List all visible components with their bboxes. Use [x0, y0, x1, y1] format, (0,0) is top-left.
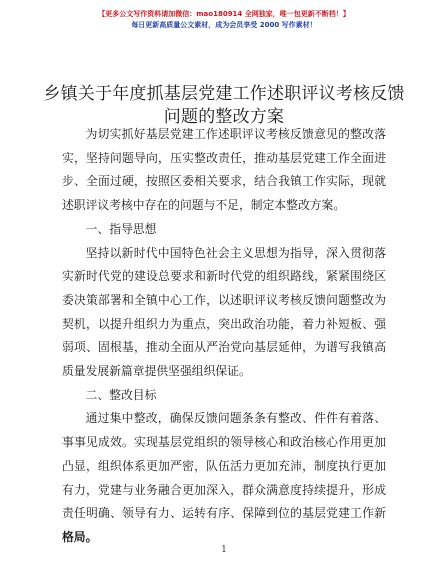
intro-paragraph: 为切实抓好基层党建工作述职评议考核反馈意见的整改落实，坚持问题导向，压实整改责任，推动基层党建工作全面进步、全面过硬，按照区委相关要求，结合我镇工作实际，现就述职评议考核中存在的问题与不足，制定本整改方案。 — [62, 127, 386, 213]
section-2-heading: 二、整改目标 — [85, 387, 157, 402]
promo-line-1: 【更多公文写作资料请加微信：mao180914 全网独家，唯一包更新不断档！】 — [98, 10, 350, 18]
page-number: 1 — [221, 545, 227, 555]
promo-banner — [0, 9, 448, 31]
section-2-paragraph — [62, 407, 386, 549]
document-body — [62, 123, 386, 550]
section-1-paragraph: 坚持以新时代中国特色社会主义思想为指导，深入贯彻落实新时代党的建设总要求和新时代党的组织路线，紧紧围绕区委决策部署和全镇中心工作，以述职评议考核反馈问题整改为契机，以提升组织力为重点，突出政治功能，着力补短板、强弱项、固根基，推动全面从严治党向基层延伸，为谱写我镇高质量发展新篇章提供坚强组织保证。 — [62, 245, 386, 379]
section-1-heading: 一、指导思想 — [85, 221, 157, 236]
section-2-text-end: 格局。 — [62, 529, 98, 544]
document-title: 乡镇关于年度抓基层党建工作述职评议考核反馈问题的整改方案 — [43, 84, 405, 127]
promo-line-2: 每日更新高质量公文素材，成为会员享受 2000 写作素材！ — [131, 21, 317, 29]
section-2-text: 通过集中整改，确保反馈问题条条有整改、件件有着落、事事见成效。实现基层党组织的领导核心和政治核心作用更加凸显，组织体系更加严密，队伍活力更加充沛，制度执行更加有力，党建与业务融合更加深入，群众满意度持续提升，形成责任明确、领导有力、运转有序、保障到位的基层党建工作新 — [62, 411, 386, 521]
